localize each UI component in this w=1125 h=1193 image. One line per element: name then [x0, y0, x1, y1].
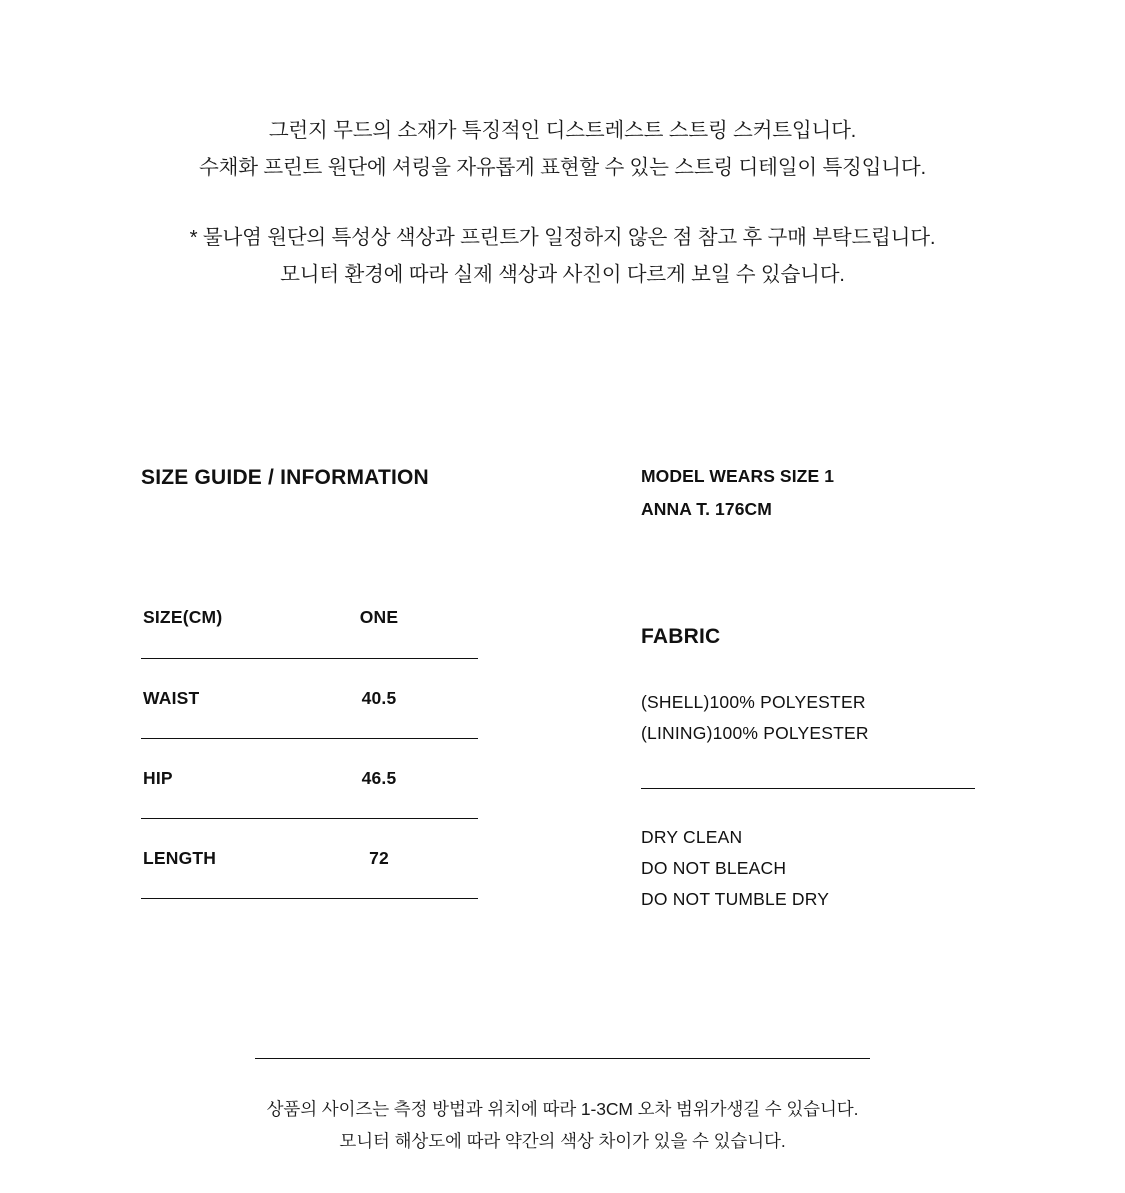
size-row-value-waist: 40.5 — [304, 658, 478, 738]
fabric-composition — [641, 687, 869, 749]
model-fabric-column — [641, 466, 981, 909]
care-instructions — [641, 822, 829, 915]
intro-line-3: * 물나염 원단의 특성상 색상과 프린트가 일정하지 않은 점 참고 후 구매 부탁드립니다. — [189, 226, 936, 249]
intro-description — [0, 112, 1125, 293]
table-row — [141, 658, 478, 738]
care-line-2: DO NOT BLEACH — [641, 858, 787, 878]
footer-note — [0, 1093, 1125, 1157]
intro-line-2: 수채화 프린트 원단에 셔링을 자유롭게 표현할 수 있는 스트링 디테일이 특징입니다. — [199, 156, 926, 179]
size-guide-title: SIZE GUIDE / INFORMATION — [141, 466, 429, 489]
model-wears-size: MODEL WEARS SIZE 1 — [641, 466, 835, 486]
size-row-label-waist: WAIST — [141, 658, 304, 738]
fabric-shell: (SHELL)100% POLYESTER — [641, 692, 866, 712]
size-row-label-hip: HIP — [141, 738, 304, 818]
care-line-1: DRY CLEAN — [641, 827, 743, 847]
table-row — [141, 578, 478, 658]
size-table-header-value: ONE — [304, 578, 478, 658]
model-detail: ANNA T. 176CM — [641, 499, 772, 519]
size-row-label-length: LENGTH — [141, 818, 304, 898]
footer-line-2: 모니터 해상도에 따라 약간의 색상 차이가 있을 수 있습니다. — [339, 1131, 786, 1151]
intro-line-4: 모니터 환경에 따라 실제 색상과 사진이 다르게 보일 수 있습니다. — [280, 263, 845, 286]
fabric-divider — [641, 788, 975, 789]
fabric-title: FABRIC — [641, 625, 721, 649]
size-row-value-hip: 46.5 — [304, 738, 478, 818]
footer-divider — [255, 1058, 870, 1059]
size-guide-column — [141, 466, 478, 868]
size-row-value-length: 72 — [304, 818, 478, 898]
fabric-lining: (LINING)100% POLYESTER — [641, 723, 869, 743]
table-row — [141, 738, 478, 818]
footer-line-1: 상품의 사이즈는 측정 방법과 위치에 따라 1-3CM 오차 범위가생길 수 있습니다. — [266, 1099, 859, 1119]
table-row — [141, 818, 478, 898]
care-line-3: DO NOT TUMBLE DRY — [641, 889, 830, 909]
intro-line-1: 그런지 무드의 소재가 특징적인 디스트레스트 스트링 스커트입니다. — [268, 119, 857, 142]
size-table — [141, 578, 478, 899]
size-table-header-label: SIZE(CM) — [141, 578, 304, 658]
intro-spacer — [0, 186, 1125, 219]
